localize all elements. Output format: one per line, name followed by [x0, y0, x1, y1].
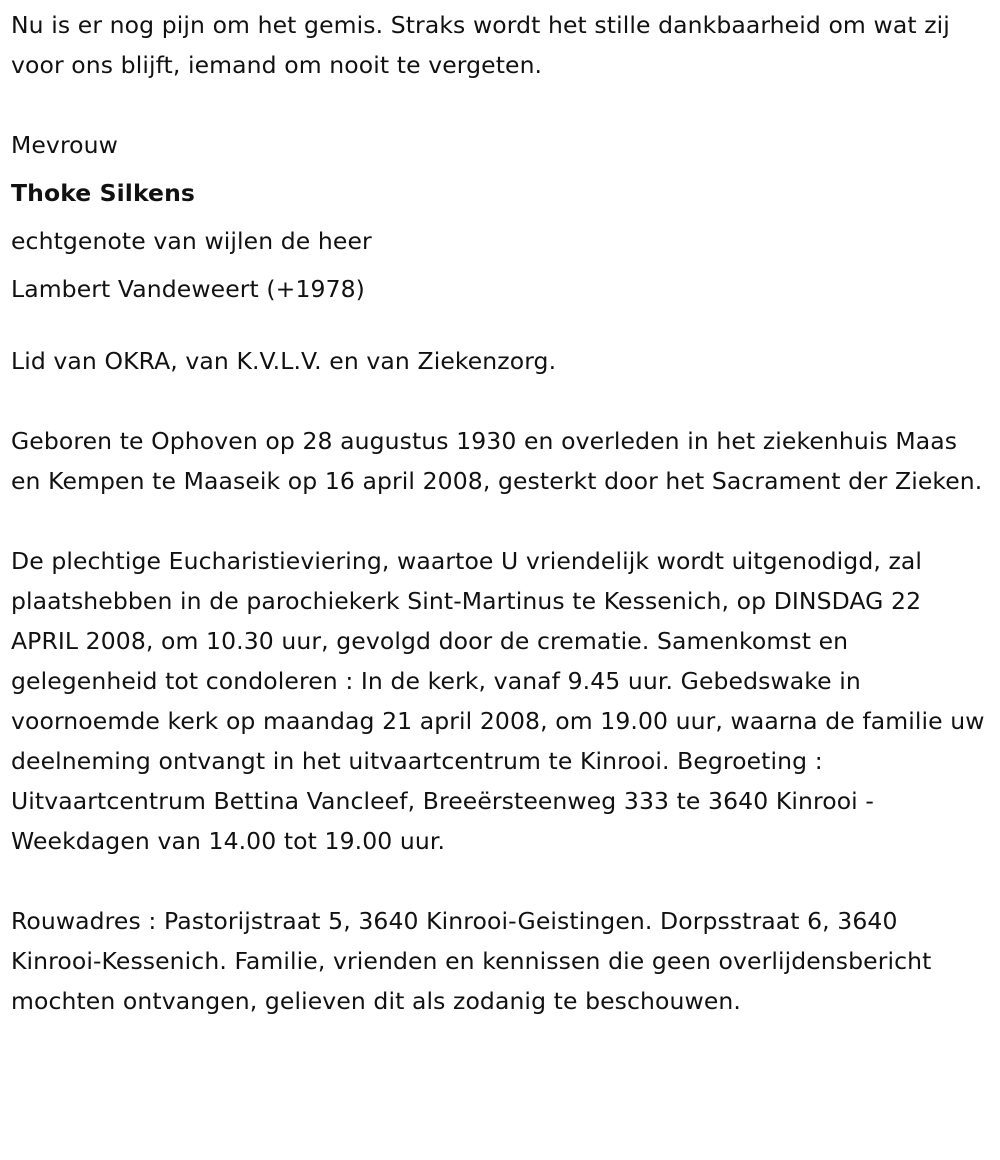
intro-paragraph: Nu is er nog pijn om het gemis. Straks wordt het stille dankbaarheid om wat zij voor ons blijft, iemand om nooit te vergeten. — [11, 11, 950, 79]
person-relation: echtgenote van wijlen de heer — [11, 227, 372, 255]
membership-paragraph: Lid van OKRA, van K.V.L.V. en van Ziekenzorg. — [11, 347, 557, 375]
person-spouse: Lambert Vandeweert (+1978) — [11, 275, 365, 303]
address-paragraph: Rouwadres : Pastorijstraat 5, 3640 Kinrooi-Geistingen. Dorpsstraat 6, 3640 Kinrooi-Kessenich. Familie, vrienden en kennissen die geen overlijdensbericht mochten ontvangen, gelieven dit als zodanig te beschouwen. — [11, 907, 932, 1015]
spacer — [11, 381, 991, 421]
birth-death-paragraph: Geboren te Ophoven op 28 augustus 1930 en overleden in het ziekenhuis Maas en Kempen te Maaseik op 16 april 2008, gesterkt door het Sacrament der Zieken. — [11, 427, 983, 495]
person-name: Thoke Silkens — [11, 179, 196, 207]
person-block — [11, 121, 991, 313]
spacer — [11, 861, 991, 901]
obituary-document — [11, 5, 991, 1021]
ceremony-paragraph: De plechtige Eucharistieviering, waartoe U vriendelijk wordt uitgenodigd, zal plaatshebben in de parochiekerk Sint-Martinus te Kessenich, op DINSDAG 22 APRIL 2008, om 10.30 uur, gevolgd door de crematie. Samenkomst en gelegenheid tot condoleren : In de kerk, vanaf 9.45 uur. Gebedswake in voornoemde kerk op maandag 21 april 2008, om 19.00 uur, waarna de familie uw deelneming ontvangt in het uitvaartcentrum te Kinrooi. Begroeting : Uitvaartcentrum Bettina Vancleef, Breeërsteenweg 333 te 3640 Kinrooi - Weekdagen van 14.00 tot 19.00 uur. — [11, 547, 985, 855]
person-title: Mevrouw — [11, 131, 118, 159]
spacer — [11, 85, 991, 125]
spacer — [11, 501, 991, 541]
